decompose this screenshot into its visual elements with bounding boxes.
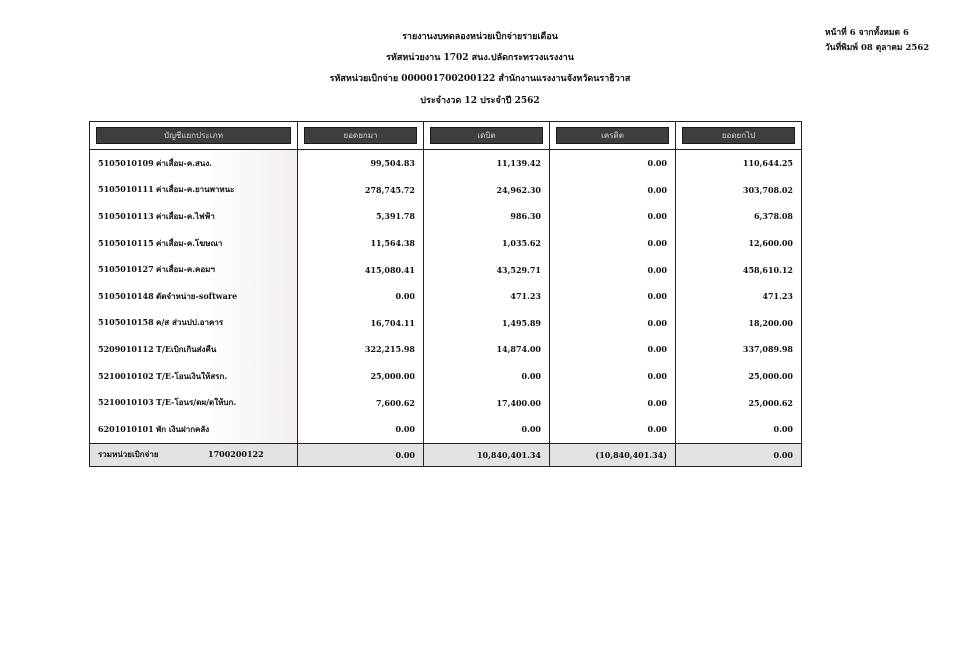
table-row <box>90 310 802 337</box>
credit-value: 0.00 <box>550 389 676 416</box>
account-name: ค่าเสื่อม-ค.สนง. <box>156 157 213 168</box>
credit-value: 0.00 <box>550 363 676 390</box>
total-brought-forward: 0.00 <box>298 443 424 466</box>
account-cell <box>90 416 298 443</box>
debit-value: 1,035.62 <box>424 230 550 257</box>
brought-forward-value: 0.00 <box>298 283 424 310</box>
account-cell <box>90 150 298 177</box>
account-code: 5105010127 <box>98 264 154 275</box>
carried-forward-value: 110,644.25 <box>676 150 802 177</box>
debit-value: 471.23 <box>424 283 550 310</box>
account-name: ค่าเสื่อม-ค.โฆษณา <box>156 237 223 248</box>
table-row <box>90 389 802 416</box>
debit-value: 986.30 <box>424 203 550 230</box>
account-cell <box>90 177 298 204</box>
credit-value: 0.00 <box>550 203 676 230</box>
column-header-credit: เครดิต <box>550 122 676 150</box>
report-title: รายงานงบทดลองหน่วยเบิกจ่ายรายเดือน <box>402 32 558 42</box>
table-row <box>90 150 802 177</box>
carried-forward-value: 6,378.08 <box>676 203 802 230</box>
table-row <box>90 363 802 390</box>
debit-value: 43,529.71 <box>424 256 550 283</box>
table-row <box>90 203 802 230</box>
table-row <box>90 177 802 204</box>
table-row <box>90 336 802 363</box>
table-header-row <box>90 122 802 150</box>
debit-value: 14,874.00 <box>424 336 550 363</box>
carried-forward-value: 12,600.00 <box>676 230 802 257</box>
brought-forward-value: 11,564.38 <box>298 230 424 257</box>
account-code: 5105010109 <box>98 157 154 168</box>
account-name: ค/ส ส่วนปป.อาคาร <box>156 317 224 328</box>
page-number: หน้าที่ 6 จากทั้งหมด 6 <box>825 28 909 38</box>
account-code: 6201010101 <box>98 423 154 434</box>
total-credit: (10,840,401.34) <box>550 443 676 466</box>
brought-forward-value: 16,704.11 <box>298 310 424 337</box>
account-cell <box>90 230 298 257</box>
column-header-account: บัญชีแยกประเภท <box>90 122 298 150</box>
account-name: ตัดจำหน่าย-software <box>156 290 238 301</box>
credit-value: 0.00 <box>550 150 676 177</box>
brought-forward-value: 415,080.41 <box>298 256 424 283</box>
carried-forward-value: 18,200.00 <box>676 310 802 337</box>
debit-value: 1,495.89 <box>424 310 550 337</box>
account-cell <box>90 363 298 390</box>
credit-value: 0.00 <box>550 283 676 310</box>
credit-value: 0.00 <box>550 310 676 337</box>
disbursement-unit-line: รหัสหน่วยเบิกจ่าย 000001700200122 สำนักงานแรงงานจังหวัดนราธิวาส <box>329 74 631 84</box>
brought-forward-value: 0.00 <box>298 416 424 443</box>
carried-forward-value: 337,089.98 <box>676 336 802 363</box>
account-name: ค่าเสื่อม-ค.ยานพาหนะ <box>156 184 235 195</box>
debit-value: 0.00 <box>424 363 550 390</box>
carried-forward-value: 303,708.02 <box>676 177 802 204</box>
account-cell <box>90 256 298 283</box>
brought-forward-value: 278,745.72 <box>298 177 424 204</box>
column-header-carried-forward: ยอดยกไป <box>676 122 802 150</box>
page-info <box>825 26 945 56</box>
credit-value: 0.00 <box>550 416 676 443</box>
credit-value: 0.00 <box>550 256 676 283</box>
debit-value: 11,139.42 <box>424 150 550 177</box>
account-code: 5210010102 <box>98 370 154 381</box>
brought-forward-value: 25,000.00 <box>298 363 424 390</box>
account-cell <box>90 310 298 337</box>
agency-line: รหัสหน่วยงาน 1702 สนง.ปลัดกระทรวงแรงงาน <box>386 53 574 63</box>
debit-value: 0.00 <box>424 416 550 443</box>
carried-forward-value: 471.23 <box>676 283 802 310</box>
table-row <box>90 256 802 283</box>
debit-value: 24,962.30 <box>424 177 550 204</box>
total-unit-code: 1700200122 <box>208 449 264 460</box>
credit-value: 0.00 <box>550 230 676 257</box>
account-code: 5105010113 <box>98 210 154 221</box>
account-code: 5105010115 <box>98 237 154 248</box>
account-code: 5105010158 <box>98 317 154 328</box>
brought-forward-value: 322,215.98 <box>298 336 424 363</box>
brought-forward-value: 7,600.62 <box>298 389 424 416</box>
carried-forward-value: 25,000.00 <box>676 363 802 390</box>
account-name: ค่าเสื่อม-ค.คอมฯ <box>156 264 215 275</box>
credit-value: 0.00 <box>550 336 676 363</box>
account-code: 5209010112 <box>98 343 154 354</box>
account-code: 5105010148 <box>98 290 154 301</box>
account-name: T/E-โอนร/ดผ/ดให้บก. <box>156 397 237 408</box>
total-carried-forward: 0.00 <box>676 443 802 466</box>
credit-value: 0.00 <box>550 177 676 204</box>
account-code: 5105010111 <box>98 184 154 195</box>
account-cell <box>90 336 298 363</box>
account-cell <box>90 283 298 310</box>
trial-balance-table <box>89 121 802 467</box>
total-label: รวมหน่วยเบิกจ่าย <box>98 449 159 460</box>
total-row <box>90 443 802 466</box>
account-cell <box>90 203 298 230</box>
carried-forward-value: 458,610.12 <box>676 256 802 283</box>
print-date: วันที่พิมพ์ 08 ตุลาคม 2562 <box>825 43 930 53</box>
account-code: 5210010103 <box>98 397 154 408</box>
total-label-cell <box>90 443 298 466</box>
table-row <box>90 230 802 257</box>
account-cell <box>90 389 298 416</box>
account-name: T/Eเบิกเกินส่งคืน <box>156 343 217 354</box>
account-name: พัก เงินฝากคลัง <box>156 423 210 434</box>
column-header-brought-forward: ยอดยกมา <box>298 122 424 150</box>
carried-forward-value: 0.00 <box>676 416 802 443</box>
table-row <box>90 283 802 310</box>
brought-forward-value: 99,504.83 <box>298 150 424 177</box>
debit-value: 17,400.00 <box>424 389 550 416</box>
carried-forward-value: 25,000.62 <box>676 389 802 416</box>
total-debit: 10,840,401.34 <box>424 443 550 466</box>
account-name: T/E-โอนเงินให้สรก. <box>156 370 228 381</box>
account-name: ค่าเสื่อม-ค.ไฟฟ้า <box>156 210 215 221</box>
period-line: ประจำงวด 12 ประจำปี 2562 <box>420 96 540 106</box>
brought-forward-value: 5,391.78 <box>298 203 424 230</box>
table-row <box>90 416 802 443</box>
column-header-debit: เดบิต <box>424 122 550 150</box>
